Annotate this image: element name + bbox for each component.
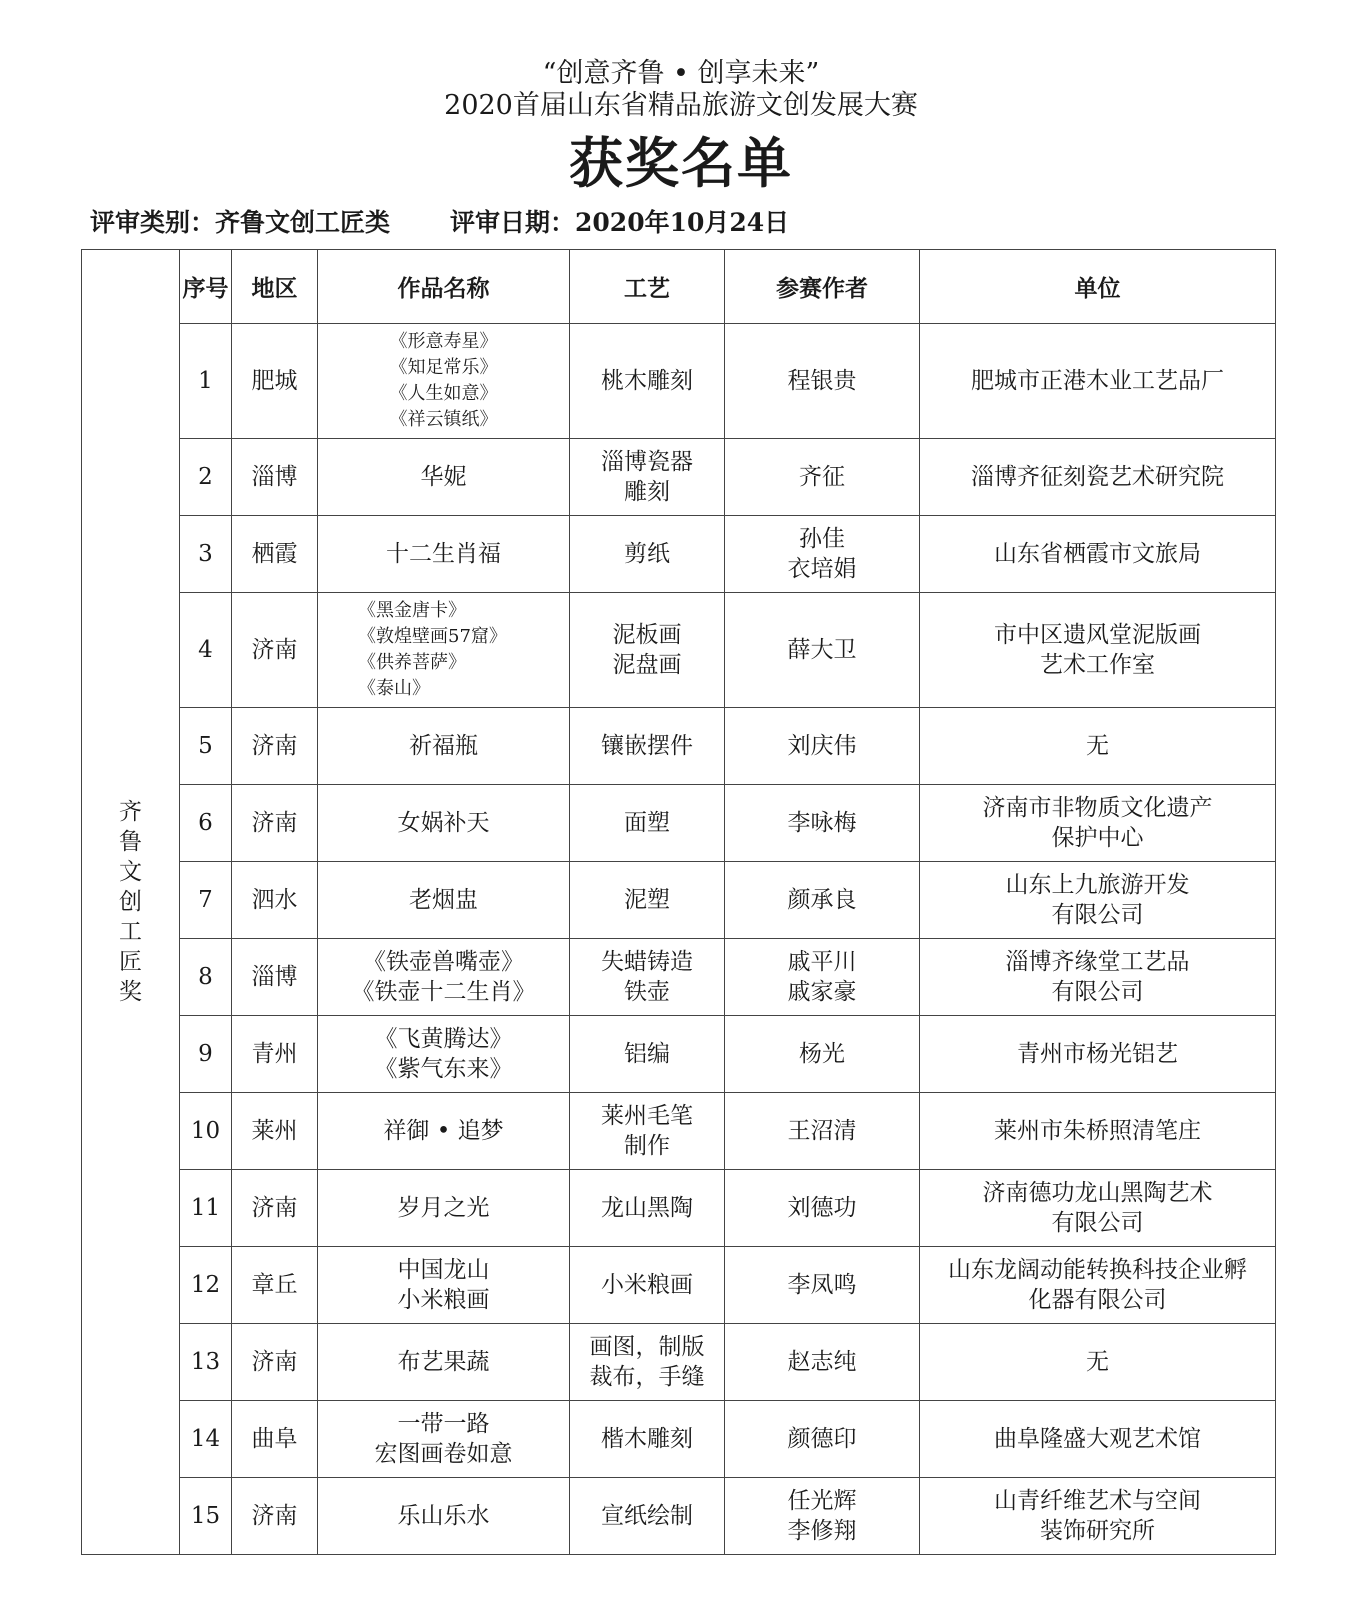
row-authors-line: 任光辉 — [787, 1488, 857, 1514]
row-unit-line: 山青纤维艺术与空间 — [994, 1488, 1201, 1514]
row-unit-line: 无 — [1086, 733, 1109, 759]
row-works-line: 一带一路 — [397, 1411, 490, 1437]
row-number: 2 — [180, 439, 232, 516]
table-row — [82, 1247, 1276, 1324]
row-works-line: 祈福瓶 — [409, 733, 478, 759]
review-meta — [90, 207, 789, 239]
row-unit — [920, 1478, 1276, 1555]
row-unit-line: 山东省栖霞市文旅局 — [994, 541, 1201, 567]
row-unit-line: 有限公司 — [1051, 902, 1144, 928]
row-works — [318, 593, 570, 708]
row-region: 莱州 — [232, 1093, 318, 1170]
table-row — [82, 1170, 1276, 1247]
row-region: 济南 — [232, 1478, 318, 1555]
row-craft — [570, 862, 725, 939]
row-craft-line: 泥盘画 — [612, 652, 682, 678]
row-number: 8 — [180, 939, 232, 1016]
row-unit — [920, 862, 1276, 939]
page-title: 获奖名单 — [569, 131, 793, 195]
row-number: 11 — [180, 1170, 232, 1247]
table-row — [82, 708, 1276, 785]
row-craft — [570, 439, 725, 516]
row-authors — [725, 862, 920, 939]
row-craft-line: 桃木雕刻 — [601, 368, 693, 394]
table-row — [82, 593, 1276, 708]
row-unit — [920, 1170, 1276, 1247]
row-works — [318, 1016, 570, 1093]
row-region: 济南 — [232, 708, 318, 785]
row-craft — [570, 785, 725, 862]
row-unit-line: 青州市杨光铝艺 — [1017, 1041, 1178, 1067]
row-craft — [570, 516, 725, 593]
row-unit — [920, 1247, 1276, 1324]
row-works-line: 《黑金唐卡》 — [358, 600, 466, 621]
row-unit — [920, 1016, 1276, 1093]
row-works-line: 十二生肖福 — [386, 541, 501, 567]
row-number: 7 — [180, 862, 232, 939]
row-works-line: 老烟盅 — [409, 887, 478, 913]
row-unit-line: 无 — [1086, 1349, 1109, 1375]
row-unit-line: 淄博齐缘堂工艺品 — [1005, 949, 1190, 975]
column-header: 序号 — [180, 250, 232, 324]
row-authors — [725, 785, 920, 862]
row-authors — [725, 708, 920, 785]
row-region: 泗水 — [232, 862, 318, 939]
row-authors — [725, 1016, 920, 1093]
row-unit — [920, 785, 1276, 862]
review-date: 评审日期：2020年10月24日 — [450, 208, 790, 237]
row-number: 3 — [180, 516, 232, 593]
row-unit-line: 有限公司 — [1051, 979, 1144, 1005]
row-authors — [725, 439, 920, 516]
row-craft-line: 面塑 — [624, 810, 670, 836]
row-unit-line: 有限公司 — [1051, 1210, 1144, 1236]
column-header: 工艺 — [570, 250, 725, 324]
row-works — [318, 1170, 570, 1247]
row-unit-line: 济南市非物质文化遗产 — [982, 795, 1213, 821]
row-craft-line: 剪纸 — [624, 541, 670, 567]
row-works-line: 《铁壶兽嘴壶》 — [363, 949, 524, 975]
row-number: 1 — [180, 324, 232, 439]
row-works — [318, 1324, 570, 1401]
row-unit — [920, 1401, 1276, 1478]
row-region: 肥城 — [232, 324, 318, 439]
table-row — [82, 1478, 1276, 1555]
row-works-line: 《泰山》 — [358, 678, 430, 699]
table-row — [82, 1401, 1276, 1478]
row-craft-line: 铁壶 — [624, 979, 670, 1005]
contest-name: 2020首届山东省精品旅游文创发展大赛 — [444, 90, 918, 121]
row-craft-line: 裁布，手缝 — [589, 1364, 705, 1390]
row-unit-line: 化器有限公司 — [1028, 1287, 1167, 1313]
review-category: 评审类别：齐鲁文创工匠类 — [90, 208, 391, 237]
row-works-line: 《铁壶十二生肖》 — [351, 979, 536, 1005]
row-authors — [725, 516, 920, 593]
row-authors-line: 赵志纯 — [787, 1349, 857, 1375]
column-header: 作品名称 — [318, 250, 570, 324]
column-header: 地区 — [232, 250, 318, 324]
row-authors — [725, 1401, 920, 1478]
row-authors-line: 颜承良 — [787, 887, 857, 913]
row-unit-line: 艺术工作室 — [1040, 652, 1155, 678]
row-unit — [920, 939, 1276, 1016]
row-works-line: 乐山乐水 — [397, 1503, 490, 1529]
row-craft — [570, 593, 725, 708]
row-works-line: 岁月之光 — [397, 1195, 490, 1221]
row-works-line: 女娲补天 — [397, 810, 490, 836]
table-header-row — [82, 250, 1276, 324]
row-number: 15 — [180, 1478, 232, 1555]
row-authors — [725, 1324, 920, 1401]
row-region: 淄博 — [232, 939, 318, 1016]
row-craft — [570, 1478, 725, 1555]
row-works-line: 《人生如意》 — [389, 383, 498, 404]
row-unit-line: 保护中心 — [1051, 825, 1144, 851]
row-craft-line: 雕刻 — [624, 479, 670, 505]
row-unit — [920, 708, 1276, 785]
row-number: 9 — [180, 1016, 232, 1093]
row-works — [318, 1478, 570, 1555]
row-craft-line: 铝编 — [624, 1041, 670, 1067]
row-authors-line: 李咏梅 — [787, 810, 857, 836]
row-unit-line: 装饰研究所 — [1040, 1518, 1155, 1544]
row-authors — [725, 593, 920, 708]
row-craft — [570, 1247, 725, 1324]
row-unit-line: 曲阜隆盛大观艺术馆 — [994, 1426, 1201, 1452]
slogan: “创意齐鲁 • 创享未来” — [542, 58, 820, 89]
row-works-line: 《祥云镇纸》 — [389, 409, 498, 430]
row-region: 栖霞 — [232, 516, 318, 593]
row-craft — [570, 1093, 725, 1170]
row-region: 章丘 — [232, 1247, 318, 1324]
row-unit — [920, 593, 1276, 708]
row-unit — [920, 516, 1276, 593]
row-region: 淄博 — [232, 439, 318, 516]
row-authors — [725, 1247, 920, 1324]
table-row — [82, 439, 1276, 516]
row-craft-line: 镶嵌摆件 — [601, 733, 693, 759]
row-craft-line: 淄博瓷器 — [601, 449, 693, 475]
row-authors-line: 薛大卫 — [787, 637, 857, 663]
row-works-line: 布艺果蔬 — [397, 1349, 490, 1375]
row-authors-line: 李修翔 — [787, 1518, 857, 1544]
row-unit — [920, 439, 1276, 516]
row-works — [318, 1401, 570, 1478]
row-number: 10 — [180, 1093, 232, 1170]
table-row — [82, 1093, 1276, 1170]
row-unit — [920, 1324, 1276, 1401]
row-works — [318, 324, 570, 439]
awards-table-body — [82, 250, 1276, 1555]
row-unit-line: 市中区遗风堂泥版画 — [994, 622, 1201, 648]
row-number: 13 — [180, 1324, 232, 1401]
awards-table — [81, 249, 1276, 1555]
row-region: 济南 — [232, 593, 318, 708]
row-craft — [570, 1401, 725, 1478]
table-row — [82, 1324, 1276, 1401]
row-number: 4 — [180, 593, 232, 708]
row-craft-line: 画图，制版 — [589, 1334, 705, 1360]
row-works — [318, 439, 570, 516]
row-craft — [570, 1170, 725, 1247]
row-authors — [725, 939, 920, 1016]
row-authors-line: 衣培娟 — [787, 556, 857, 582]
row-works — [318, 785, 570, 862]
row-works-line: 小米粮画 — [397, 1287, 490, 1313]
row-works-line: 《供养菩萨》 — [358, 652, 466, 673]
row-works-line: 《紫气东来》 — [374, 1056, 513, 1082]
row-number: 5 — [180, 708, 232, 785]
row-craft-line: 小米粮画 — [601, 1272, 693, 1298]
row-works-line: 祥御 • 追梦 — [383, 1118, 504, 1144]
row-authors — [725, 1478, 920, 1555]
row-authors-line: 杨光 — [799, 1041, 845, 1067]
row-works-line: 《知足常乐》 — [389, 357, 498, 378]
row-authors-line: 王沼清 — [787, 1118, 857, 1144]
row-authors-line: 齐征 — [799, 464, 845, 490]
row-works-line: 宏图画卷如意 — [374, 1441, 513, 1467]
row-craft-line: 莱州毛笔 — [601, 1103, 693, 1129]
row-craft — [570, 324, 725, 439]
row-region: 济南 — [232, 1324, 318, 1401]
row-authors-line: 颜德印 — [787, 1426, 857, 1452]
row-unit-line: 济南德功龙山黑陶艺术 — [982, 1180, 1213, 1206]
column-header: 参赛作者 — [725, 250, 920, 324]
row-craft-line: 泥板画 — [612, 622, 682, 648]
table-row — [82, 862, 1276, 939]
row-works — [318, 939, 570, 1016]
row-unit-line: 淄博齐征刻瓷艺术研究院 — [971, 464, 1224, 490]
row-works — [318, 1247, 570, 1324]
row-craft-line: 制作 — [624, 1133, 670, 1159]
table-row — [82, 939, 1276, 1016]
table-row — [82, 785, 1276, 862]
row-number: 12 — [180, 1247, 232, 1324]
row-authors-line: 戚平川 — [787, 949, 857, 975]
row-region: 济南 — [232, 1170, 318, 1247]
table-row — [82, 516, 1276, 593]
row-craft-line: 泥塑 — [624, 887, 670, 913]
row-region: 济南 — [232, 785, 318, 862]
row-craft-line: 楷木雕刻 — [601, 1426, 693, 1452]
row-region: 曲阜 — [232, 1401, 318, 1478]
row-unit — [920, 324, 1276, 439]
row-craft — [570, 939, 725, 1016]
row-number: 14 — [180, 1401, 232, 1478]
row-works — [318, 862, 570, 939]
row-craft-line: 失蜡铸造 — [601, 949, 693, 975]
row-authors-line: 李凤鸣 — [787, 1272, 857, 1298]
row-authors-line: 刘德功 — [787, 1195, 857, 1221]
row-works-line: 华妮 — [420, 464, 467, 490]
row-authors-line: 孙佳 — [799, 526, 845, 552]
table-row — [82, 1016, 1276, 1093]
row-authors — [725, 324, 920, 439]
row-unit-line: 肥城市正港木业工艺品厂 — [971, 368, 1224, 394]
row-works — [318, 516, 570, 593]
row-authors-line: 戚家豪 — [787, 979, 857, 1005]
row-works — [318, 708, 570, 785]
row-works — [318, 1093, 570, 1170]
category-cell — [82, 250, 180, 1555]
row-craft — [570, 1324, 725, 1401]
row-craft — [570, 708, 725, 785]
row-number: 6 — [180, 785, 232, 862]
row-craft-line: 龙山黑陶 — [601, 1195, 693, 1221]
category-label: 齐鲁文创工匠奖 — [119, 799, 142, 1005]
row-unit-line: 山东上九旅游开发 — [1005, 872, 1190, 898]
row-works-line: 中国龙山 — [397, 1257, 490, 1283]
row-craft — [570, 1016, 725, 1093]
row-unit-line: 莱州市朱桥照清笔庄 — [994, 1118, 1201, 1144]
row-authors-line: 刘庆伟 — [787, 733, 857, 759]
row-authors — [725, 1170, 920, 1247]
row-craft-line: 宣纸绘制 — [601, 1503, 693, 1529]
row-unit — [920, 1093, 1276, 1170]
row-authors — [725, 1093, 920, 1170]
row-authors-line: 程银贵 — [787, 368, 857, 394]
row-works-line: 《形意寿星》 — [389, 331, 498, 352]
row-works-line: 《敦煌壁画57窟》 — [358, 626, 507, 647]
row-unit-line: 山东龙阔动能转换科技企业孵 — [948, 1257, 1247, 1283]
row-region: 青州 — [232, 1016, 318, 1093]
table-row — [82, 324, 1276, 439]
row-works-line: 《飞黄腾达》 — [374, 1026, 513, 1052]
column-header: 单位 — [920, 250, 1276, 324]
